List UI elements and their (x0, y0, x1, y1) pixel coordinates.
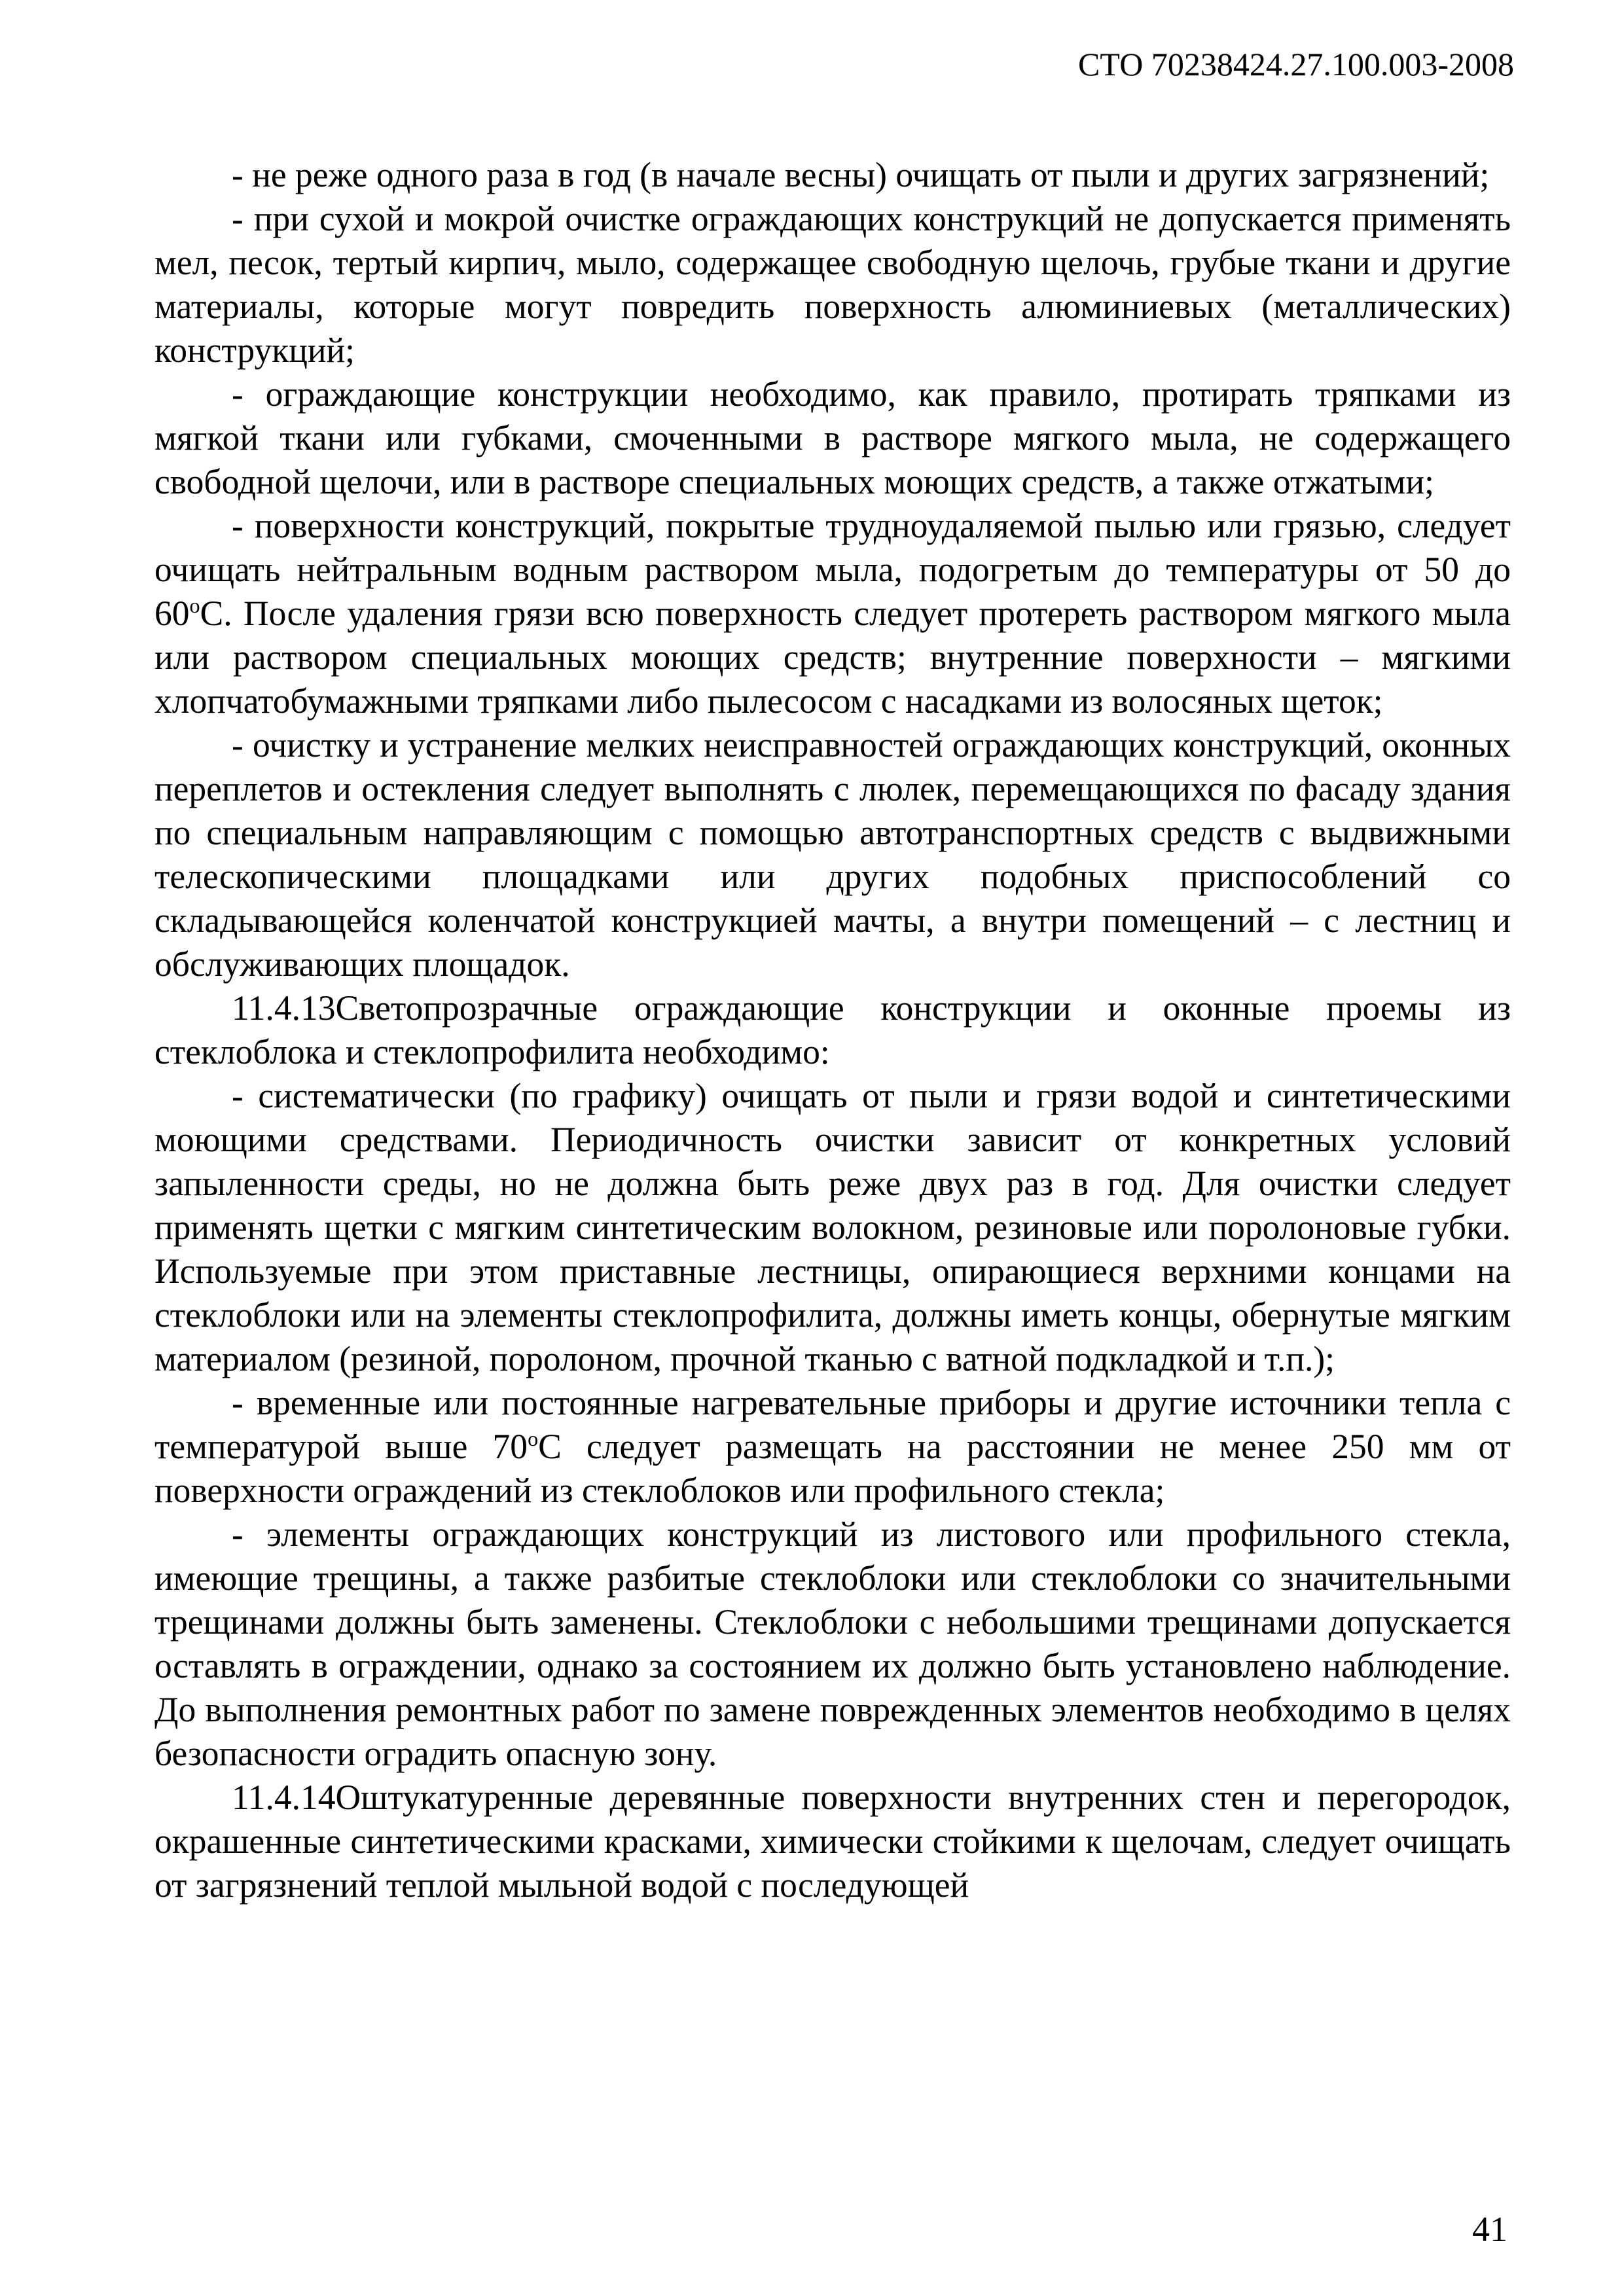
degree-superscript: о (189, 594, 200, 618)
text-fragment: - поверхности конструкций, покрытые трудноудаляемой пылью или грязью, следует очищать нейтральным водным раствором мыла, подогретым до температуры от 50 до 60 (154, 506, 1511, 633)
document-body (154, 153, 1511, 1907)
list-item-repairs-from-cradles: - очистку и устранение мелких неисправностей ограждающих конструкций, оконных переплетов и остекления следует выполнять с люлек, перемещающихся по фасаду здания по специальным направляющим с помощью автотранспортных средств с выдвижными телескопическими площадками или других подобных приспособлений со складывающейся коленчатой конструкцией мачты, а внутри помещений – с лестниц и обслуживающих площадок. (154, 725, 1511, 984)
degree-superscript: о (528, 1427, 539, 1451)
page-number: 41 (1472, 2210, 1507, 2249)
list-item-heating-devices (154, 1381, 1511, 1513)
list-item-dry-wet-cleaning: - при сухой и мокрой очистке ограждающих конструкций не допускается применять мел, песок, тертый кирпич, мыло, содержащее свободную щелочь, грубые ткани и другие материалы, которые могут повредить поверхность алюминиевых (металлических) конструкций; (154, 199, 1511, 370)
text-fragment: С следует размещать на расстоянии не менее 250 мм от поверхности ограждений из стеклоблоков или профильного стекла; (154, 1427, 1511, 1510)
list-item-heavy-dirt (154, 504, 1511, 723)
document-code: СТО 70238424.27.100.003-2008 (1078, 46, 1514, 82)
text-fragment: - временные или постоянные нагревательные приборы и другие источники тепла с температурой выше 70 (154, 1383, 1511, 1466)
section-11-4-13: 11.4.13Светопрозрачные ограждающие конструкции и оконные проемы из стеклоблока и стеклопрофилита необходимо: (154, 988, 1511, 1071)
list-item-cracked-elements: - элементы ограждающих конструкций из листового или профильного стекла, имеющие трещины, а также разбитые стеклоблоки или стеклоблоки со значительными трещинами должны быть заменены. Стеклоблоки с небольшими трещинами допускается оставлять в ограждении, однако за состоянием их должно быть установлено наблюдение. До выполнения ремонтных работ по замене поврежденных элементов необходимо в целях безопасности оградить опасную зону. (154, 1515, 1511, 1773)
list-item-systematic-cleaning: - систематически (по графику) очищать от пыли и грязи водой и синтетическими моющими средствами. Периодичность очистки зависит от конкретных условий запыленности среды, но не должна быть реже двух раз в год. Для очистки следует применять щетки с мягким синтетическим волокном, резиновые или поролоновые губки. Используемые при этом приставные лестницы, опирающиеся верхними концами на стеклоблоки или на элементы стеклопрофилита, должны иметь концы, обернутые мягким материалом (резиной, поролоном, прочной тканью с ватной подкладкой и т.п.); (154, 1076, 1511, 1378)
section-11-4-14: 11.4.14Оштукатуренные деревянные поверхности внутренних стен и перегородок, окрашенные синтетическими красками, химически стойкими к щелочам, следует очищать от загрязнений теплой мыльной водой с последующей (154, 1778, 1511, 1905)
text-fragment: С. После удаления грязи всю поверхность следует протереть раствором мягкого мыла или раствором специальных моющих средств; внутренние поверхности – мягкими хлопчатобумажными тряпками либо пылесосом с насадками из волосяных щеток; (154, 594, 1511, 721)
list-item-cleaning-frequency: - не реже одного раза в год (в начале весны) очищать от пыли и других загрязнений; (232, 155, 1490, 194)
list-item-wiping: - ограждающие конструкции необходимо, как правило, протирать тряпками из мягкой ткани или губками, смоченными в растворе мягкого мыла, не содержащего свободной щелочи, или в растворе специальных моющих средств, а также отжатыми; (154, 374, 1511, 501)
